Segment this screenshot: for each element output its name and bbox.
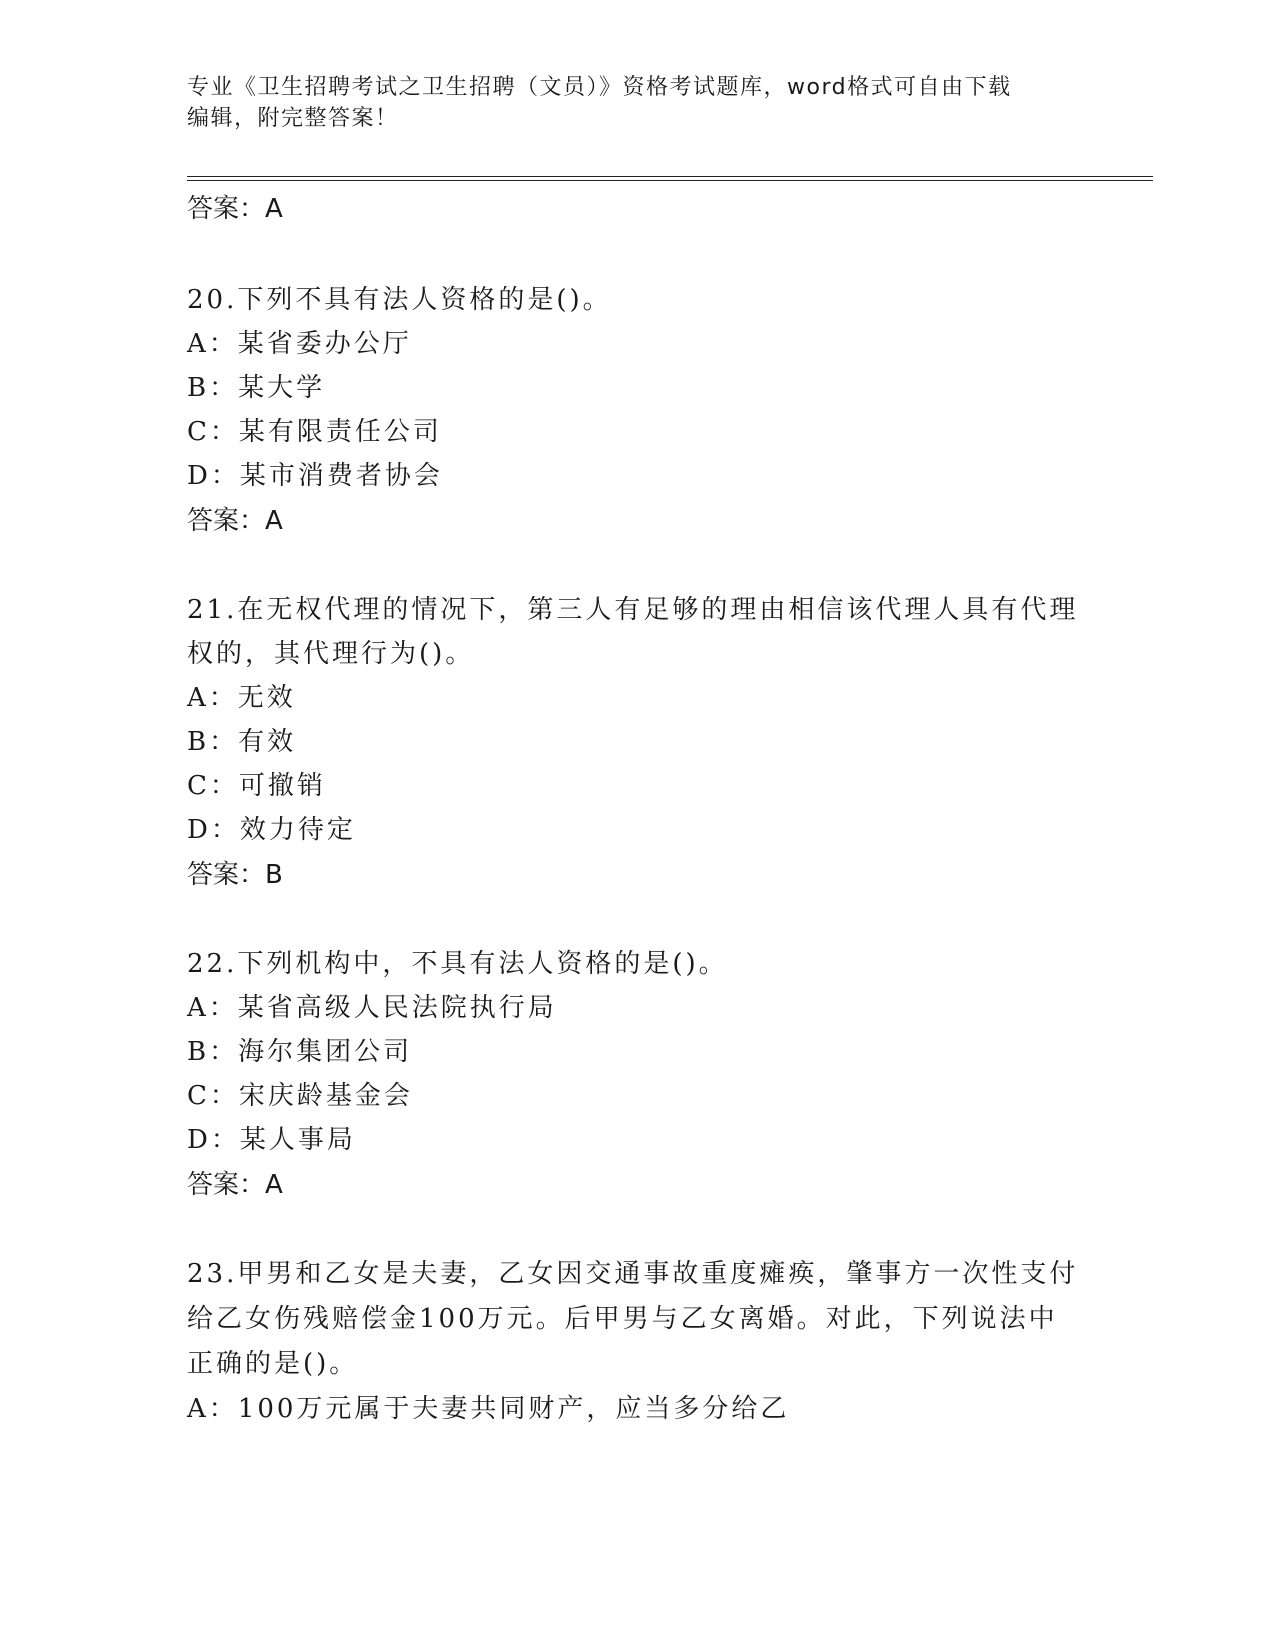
- question-23-stem-line-2: 给乙女伤残赔偿金100万元。后甲男与乙女离婚。对此，下列说法中: [187, 1304, 1058, 1334]
- header-rule-top: [187, 176, 1153, 177]
- question-22-option-d: D：某人事局: [187, 1125, 356, 1155]
- question-21-option-c: C：可撤销: [187, 771, 326, 801]
- question-21-option-a: A：无效: [187, 683, 296, 713]
- question-20-option-a: A：某省委办公厅: [187, 329, 412, 359]
- header-line-2: 编辑，附完整答案！: [187, 106, 399, 131]
- question-22-answer: 答案：A: [187, 1170, 283, 1200]
- question-21-answer: 答案：B: [187, 860, 283, 890]
- question-20-answer: 答案：A: [187, 506, 283, 536]
- answer-previous: 答案：A: [187, 194, 283, 224]
- question-20-option-d: D：某市消费者协会: [187, 461, 443, 491]
- question-23-stem-line-1: 23.甲男和乙女是夫妻，乙女因交通事故重度瘫痪，肇事方一次性支付: [187, 1259, 1079, 1289]
- question-21-option-b: B：有效: [187, 727, 297, 757]
- question-21-stem-line-1: 21.在无权代理的情况下，第三人有足够的理由相信该代理人具有代理: [187, 595, 1079, 625]
- question-23-option-a: A：100万元属于夫妻共同财产，应当多分给乙: [187, 1394, 790, 1424]
- question-22-option-a: A：某省高级人民法院执行局: [187, 993, 557, 1023]
- question-22-stem: 22.下列机构中，不具有法人资格的是()。: [187, 949, 728, 979]
- question-23-stem-line-3: 正确的是()。: [187, 1349, 359, 1379]
- question-22-option-b: B：海尔集团公司: [187, 1037, 413, 1067]
- question-20-stem: 20.下列不具有法人资格的是()。: [187, 285, 612, 315]
- question-20-option-c: C：某有限责任公司: [187, 417, 442, 447]
- question-20-option-b: B：某大学: [187, 373, 326, 403]
- question-22-option-c: C：宋庆龄基金会: [187, 1081, 413, 1111]
- question-21-option-d: D：效力待定: [187, 815, 356, 845]
- question-21-stem-line-2: 权的，其代理行为()。: [187, 639, 475, 669]
- header-rule-bottom: [187, 180, 1153, 181]
- header-line-1: 专业《卫生招聘考试之卫生招聘（文员）》资格考试题库，word格式可自由下载: [187, 75, 1012, 100]
